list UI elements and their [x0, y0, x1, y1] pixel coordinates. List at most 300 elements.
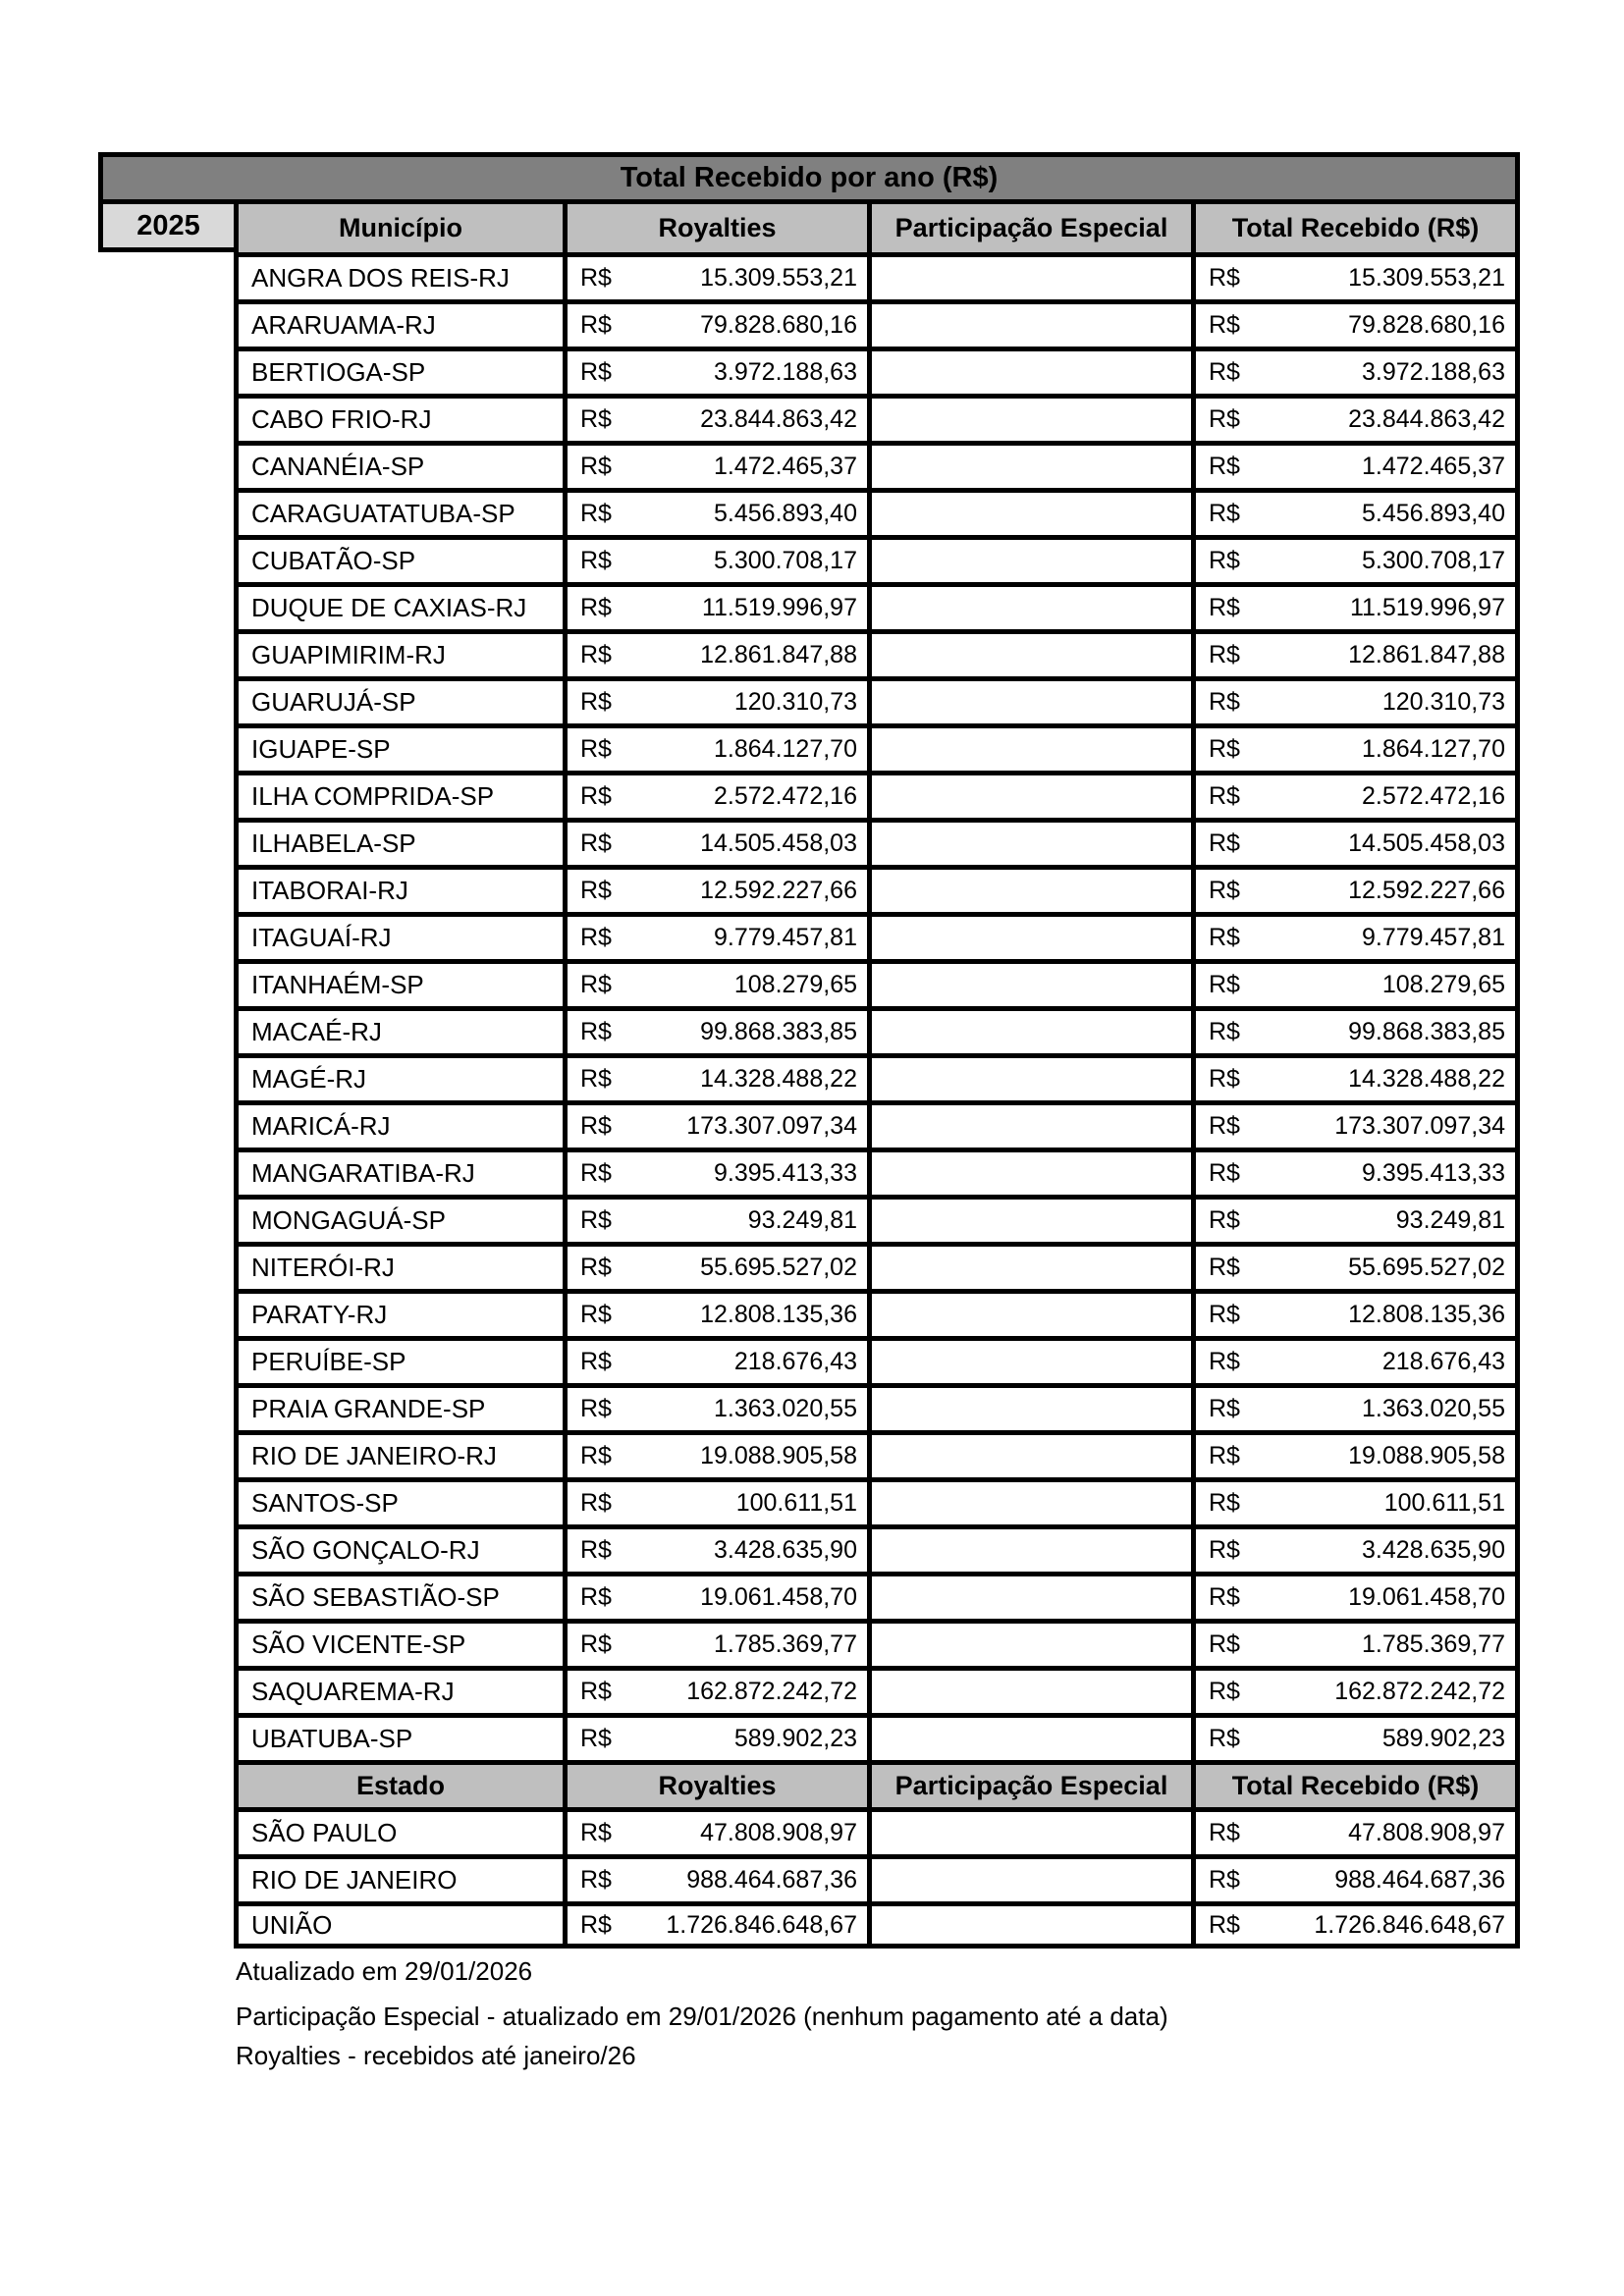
amount-value: 218.676,43: [1381, 1348, 1505, 1375]
year-column-spacer: [98, 1053, 234, 1100]
royalties-cell: [563, 347, 867, 394]
participacao-especial-cell: [867, 488, 1191, 535]
municipality-row-name: PRAIA GRANDE-SP: [234, 1383, 563, 1430]
amount-value: 5.300.708,17: [1362, 547, 1505, 574]
municipality-row-name: CANANÉIA-SP: [234, 441, 563, 488]
currency-symbol: R$: [580, 1065, 612, 1093]
royalties-cell: [563, 441, 867, 488]
amount-value: 14.328.488,22: [700, 1065, 857, 1093]
participacao-especial-cell: [867, 1289, 1191, 1336]
total-recebido-cell: [1191, 1430, 1520, 1477]
currency-symbol: R$: [1209, 1301, 1240, 1328]
amount-value: 3.428.635,90: [714, 1536, 857, 1564]
currency-symbol: R$: [1209, 735, 1240, 763]
municipality-row-name: MAGÉ-RJ: [234, 1053, 563, 1100]
currency-symbol: R$: [1209, 1112, 1240, 1140]
amount-value: 173.307.097,34: [1334, 1112, 1505, 1140]
amount-value: 12.861.847,88: [1348, 641, 1505, 668]
royalties-cell: [563, 582, 867, 629]
year-column-spacer: [98, 488, 234, 535]
currency-symbol: R$: [580, 1112, 612, 1140]
amount-value: 1.363.020,55: [1362, 1395, 1505, 1422]
currency-symbol: R$: [1209, 1395, 1240, 1422]
year-column-spacer: [98, 535, 234, 582]
participacao-especial-cell: [867, 1148, 1191, 1195]
participacao-especial-cell: [867, 1383, 1191, 1430]
amount-value: 5.456.893,40: [714, 500, 857, 527]
currency-symbol: R$: [1209, 1583, 1240, 1611]
currency-symbol: R$: [580, 1301, 612, 1328]
currency-symbol: R$: [580, 1442, 612, 1469]
amount-value: 19.088.905,58: [700, 1442, 857, 1469]
currency-symbol: R$: [1209, 311, 1240, 339]
year-column-spacer: [98, 1524, 234, 1572]
royalties-cell: [563, 1666, 867, 1713]
currency-symbol: R$: [1209, 1018, 1240, 1045]
currency-symbol: R$: [580, 1725, 612, 1752]
year-cell: 2025: [98, 199, 234, 252]
municipality-row-name: PARATY-RJ: [234, 1289, 563, 1336]
royalties-cell: [563, 912, 867, 959]
amount-value: 120.310,73: [733, 688, 857, 716]
amount-value: 3.972.188,63: [714, 358, 857, 386]
municipality-row-name: CARAGUATATUBA-SP: [234, 488, 563, 535]
currency-symbol: R$: [580, 1678, 612, 1705]
royalties-cell: [563, 1807, 867, 1854]
participacao-especial-cell: [867, 441, 1191, 488]
amount-value: 1.726.846.648,67: [1314, 1910, 1505, 1939]
municipality-row-name: CUBATÃO-SP: [234, 535, 563, 582]
participacao-especial-cell: [867, 1854, 1191, 1901]
amount-value: 19.061.458,70: [700, 1583, 857, 1611]
amount-value: 120.310,73: [1381, 688, 1505, 716]
amount-value: 988.464.687,36: [686, 1866, 857, 1894]
amount-value: 9.779.457,81: [714, 924, 857, 951]
currency-symbol: R$: [1209, 1819, 1240, 1846]
amount-value: 589.902,23: [1381, 1725, 1505, 1752]
currency-symbol: R$: [1209, 971, 1240, 998]
currency-symbol: R$: [580, 1536, 612, 1564]
municipality-row-name: GUAPIMIRIM-RJ: [234, 629, 563, 676]
year-column-spacer: [98, 912, 234, 959]
footnote-royalties: Royalties - recebidos até janeiro/26: [236, 2041, 636, 2070]
year-column-spacer: [98, 1430, 234, 1477]
currency-symbol: R$: [580, 688, 612, 716]
royalties-cell: [563, 865, 867, 912]
total-recebido-cell: [1191, 441, 1520, 488]
table-title: Total Recebido por ano (R$): [98, 152, 1520, 199]
total-recebido-cell: [1191, 1666, 1520, 1713]
year-column-spacer: [98, 1383, 234, 1430]
amount-value: 100.611,51: [1383, 1489, 1505, 1517]
currency-symbol: R$: [580, 1489, 612, 1517]
currency-symbol: R$: [580, 594, 612, 621]
amount-value: 173.307.097,34: [686, 1112, 857, 1140]
amount-value: 99.868.383,85: [1348, 1018, 1505, 1045]
currency-symbol: R$: [1209, 405, 1240, 433]
municipality-row-name: CABO FRIO-RJ: [234, 394, 563, 441]
royalties-cell: [563, 1053, 867, 1100]
municipality-row-name: ITAGUAÍ-RJ: [234, 912, 563, 959]
year-column-spacer: [98, 629, 234, 676]
amount-value: 3.428.635,90: [1362, 1536, 1505, 1564]
currency-symbol: R$: [580, 782, 612, 810]
currency-symbol: R$: [580, 1348, 612, 1375]
amount-value: 162.872.242,72: [1334, 1678, 1505, 1705]
amount-value: 79.828.680,16: [1348, 311, 1505, 339]
currency-symbol: R$: [1209, 688, 1240, 716]
municipality-row-name: MACAÉ-RJ: [234, 1006, 563, 1053]
total-recebido-cell: [1191, 1100, 1520, 1148]
year-column-spacer: [98, 1100, 234, 1148]
total-recebido-cell: [1191, 723, 1520, 771]
total-recebido-cell: [1191, 1524, 1520, 1572]
participacao-especial-cell: [867, 723, 1191, 771]
col-header-royalties: Royalties: [563, 199, 867, 252]
currency-symbol: R$: [1209, 594, 1240, 621]
estado-header-label: Estado: [234, 1760, 563, 1807]
amount-value: 1.785.369,77: [1362, 1630, 1505, 1658]
amount-value: 47.808.908,97: [1348, 1819, 1505, 1846]
year-column-spacer: [98, 1006, 234, 1053]
currency-symbol: R$: [580, 264, 612, 292]
royalties-cell: [563, 394, 867, 441]
royalties-cell: [563, 488, 867, 535]
amount-value: 9.779.457,81: [1362, 924, 1505, 951]
currency-symbol: R$: [580, 1630, 612, 1658]
total-recebido-cell: [1191, 1289, 1520, 1336]
amount-value: 9.395.413,33: [714, 1159, 857, 1187]
total-recebido-cell: [1191, 347, 1520, 394]
currency-symbol: R$: [1209, 453, 1240, 480]
currency-symbol: R$: [580, 641, 612, 668]
currency-symbol: R$: [580, 735, 612, 763]
amount-value: 15.309.553,21: [700, 264, 857, 292]
total-recebido-cell: [1191, 1148, 1520, 1195]
royalties-cell: [563, 1242, 867, 1289]
currency-symbol: R$: [1209, 1630, 1240, 1658]
year-column-spacer: [98, 1242, 234, 1289]
currency-symbol: R$: [580, 405, 612, 433]
year-column-spacer: [98, 818, 234, 865]
municipality-row-name: MONGAGUÁ-SP: [234, 1195, 563, 1242]
amount-value: 988.464.687,36: [1334, 1866, 1505, 1894]
year-column-spacer: [98, 299, 234, 347]
currency-symbol: R$: [580, 500, 612, 527]
total-recebido-cell: [1191, 959, 1520, 1006]
royalties-cell: [563, 1195, 867, 1242]
currency-symbol: R$: [1209, 829, 1240, 857]
amount-value: 108.279,65: [733, 971, 857, 998]
year-column-spacer: [98, 959, 234, 1006]
year-column-spacer: [98, 1619, 234, 1666]
year-column-spacer: [98, 1289, 234, 1336]
currency-symbol: R$: [580, 311, 612, 339]
royalties-cell: [563, 1854, 867, 1901]
municipality-row-name: UBATUBA-SP: [234, 1713, 563, 1760]
currency-symbol: R$: [580, 358, 612, 386]
participacao-especial-cell: [867, 1807, 1191, 1854]
municipality-row-name: MANGARATIBA-RJ: [234, 1148, 563, 1195]
year-column-spacer: [98, 582, 234, 629]
year-column-spacer: [98, 441, 234, 488]
amount-value: 3.972.188,63: [1362, 358, 1505, 386]
participacao-especial-cell: [867, 1524, 1191, 1572]
total-recebido-cell: [1191, 1195, 1520, 1242]
year-column-spacer: [98, 1666, 234, 1713]
currency-symbol: R$: [1209, 1254, 1240, 1281]
municipality-row-name: SANTOS-SP: [234, 1477, 563, 1524]
total-recebido-cell: [1191, 1336, 1520, 1383]
amount-value: 1.472.465,37: [714, 453, 857, 480]
currency-symbol: R$: [580, 877, 612, 904]
participacao-especial-cell: [867, 629, 1191, 676]
participacao-especial-cell: [867, 1666, 1191, 1713]
amount-value: 12.808.135,36: [1348, 1301, 1505, 1328]
currency-symbol: R$: [1209, 1206, 1240, 1234]
amount-value: 79.828.680,16: [700, 311, 857, 339]
royalties-cell: [563, 1336, 867, 1383]
participacao-especial-cell: [867, 959, 1191, 1006]
amount-value: 14.328.488,22: [1348, 1065, 1505, 1093]
total-recebido-cell: [1191, 1383, 1520, 1430]
royalties-table: [98, 152, 1520, 1949]
currency-symbol: R$: [580, 1206, 612, 1234]
currency-symbol: R$: [1209, 1489, 1240, 1517]
currency-symbol: R$: [1209, 1910, 1240, 1939]
amount-value: 1.472.465,37: [1362, 453, 1505, 480]
estado-header-total: Total Recebido (R$): [1191, 1760, 1520, 1807]
currency-symbol: R$: [580, 453, 612, 480]
royalties-cell: [563, 723, 867, 771]
total-recebido-cell: [1191, 1053, 1520, 1100]
royalties-cell: [563, 676, 867, 723]
year-column-spacer: [98, 1807, 234, 1854]
estado-header-participacao: Participação Especial: [867, 1760, 1191, 1807]
royalties-cell: [563, 535, 867, 582]
total-recebido-cell: [1191, 1901, 1520, 1949]
amount-value: 55.695.527,02: [700, 1254, 857, 1281]
currency-symbol: R$: [1209, 782, 1240, 810]
estado-row-name: UNIÃO: [234, 1901, 563, 1949]
amount-value: 19.061.458,70: [1348, 1583, 1505, 1611]
municipality-row-name: RIO DE JANEIRO-RJ: [234, 1430, 563, 1477]
amount-value: 93.249,81: [1395, 1206, 1505, 1234]
currency-symbol: R$: [1209, 1159, 1240, 1187]
currency-symbol: R$: [580, 1866, 612, 1894]
total-recebido-cell: [1191, 582, 1520, 629]
currency-symbol: R$: [580, 1018, 612, 1045]
total-recebido-cell: [1191, 535, 1520, 582]
amount-value: 14.505.458,03: [1348, 829, 1505, 857]
participacao-especial-cell: [867, 1901, 1191, 1949]
year-column-spacer: [98, 865, 234, 912]
total-recebido-cell: [1191, 252, 1520, 299]
currency-symbol: R$: [580, 1159, 612, 1187]
currency-symbol: R$: [1209, 641, 1240, 668]
amount-value: 108.279,65: [1381, 971, 1505, 998]
participacao-especial-cell: [867, 1619, 1191, 1666]
royalties-cell: [563, 1100, 867, 1148]
amount-value: 11.519.996,97: [1349, 594, 1505, 621]
amount-value: 11.519.996,97: [701, 594, 857, 621]
footnotes: [236, 1955, 1168, 2071]
royalties-cell: [563, 818, 867, 865]
royalties-cell: [563, 1524, 867, 1572]
amount-value: 12.592.227,66: [1348, 877, 1505, 904]
amount-value: 99.868.383,85: [700, 1018, 857, 1045]
currency-symbol: R$: [1209, 1536, 1240, 1564]
royalties-cell: [563, 771, 867, 818]
amount-value: 5.300.708,17: [714, 547, 857, 574]
currency-symbol: R$: [1209, 1065, 1240, 1093]
year-column-spacer: [98, 771, 234, 818]
municipality-row-name: PERUÍBE-SP: [234, 1336, 563, 1383]
currency-symbol: R$: [580, 1819, 612, 1846]
col-header-total: Total Recebido (R$): [1191, 199, 1520, 252]
municipality-row-name: NITERÓI-RJ: [234, 1242, 563, 1289]
total-recebido-cell: [1191, 1713, 1520, 1760]
amount-value: 12.808.135,36: [700, 1301, 857, 1328]
municipality-row-name: ITANHAÉM-SP: [234, 959, 563, 1006]
total-recebido-cell: [1191, 676, 1520, 723]
municipality-row-name: ILHA COMPRIDA-SP: [234, 771, 563, 818]
estado-header-royalties: Royalties: [563, 1760, 867, 1807]
currency-symbol: R$: [580, 971, 612, 998]
municipality-row-name: SÃO VICENTE-SP: [234, 1619, 563, 1666]
royalties-cell: [563, 1006, 867, 1053]
year-column-spacer: [98, 1477, 234, 1524]
amount-value: 1.864.127,70: [714, 735, 857, 763]
amount-value: 23.844.863,42: [1348, 405, 1505, 433]
currency-symbol: R$: [580, 1910, 612, 1939]
amount-value: 5.456.893,40: [1362, 500, 1505, 527]
year-column-spacer: [98, 676, 234, 723]
participacao-especial-cell: [867, 771, 1191, 818]
amount-value: 218.676,43: [733, 1348, 857, 1375]
municipality-row-name: SÃO SEBASTIÃO-SP: [234, 1572, 563, 1619]
municipality-row-name: IGUAPE-SP: [234, 723, 563, 771]
amount-value: 1.726.846.648,67: [666, 1910, 857, 1939]
amount-value: 589.902,23: [733, 1725, 857, 1752]
amount-value: 1.864.127,70: [1362, 735, 1505, 763]
year-column-spacer: [98, 1854, 234, 1901]
participacao-especial-cell: [867, 299, 1191, 347]
royalties-cell: [563, 1383, 867, 1430]
amount-value: 1.785.369,77: [714, 1630, 857, 1658]
amount-value: 100.611,51: [735, 1489, 857, 1517]
total-recebido-cell: [1191, 912, 1520, 959]
footnote-updated: Atualizado em 29/01/2026: [236, 1956, 533, 1986]
total-recebido-cell: [1191, 1619, 1520, 1666]
currency-symbol: R$: [1209, 1442, 1240, 1469]
currency-symbol: R$: [580, 1583, 612, 1611]
currency-symbol: R$: [1209, 358, 1240, 386]
col-header-municipio: Município: [234, 199, 563, 252]
currency-symbol: R$: [1209, 1725, 1240, 1752]
year-column-spacer: [98, 1760, 234, 1807]
participacao-especial-cell: [867, 1242, 1191, 1289]
total-recebido-cell: [1191, 1807, 1520, 1854]
municipality-row-name: ARARUAMA-RJ: [234, 299, 563, 347]
year-column-spacer: [98, 1572, 234, 1619]
total-recebido-cell: [1191, 818, 1520, 865]
participacao-especial-cell: [867, 1477, 1191, 1524]
participacao-especial-cell: [867, 912, 1191, 959]
currency-symbol: R$: [1209, 1678, 1240, 1705]
participacao-especial-cell: [867, 1430, 1191, 1477]
year-column-spacer: [98, 347, 234, 394]
participacao-especial-cell: [867, 1572, 1191, 1619]
amount-value: 93.249,81: [747, 1206, 857, 1234]
currency-symbol: R$: [1209, 877, 1240, 904]
participacao-especial-cell: [867, 535, 1191, 582]
year-column-spacer: [98, 1901, 234, 1949]
participacao-especial-cell: [867, 1195, 1191, 1242]
municipality-row-name: BERTIOGA-SP: [234, 347, 563, 394]
amount-value: 47.808.908,97: [700, 1819, 857, 1846]
amount-value: 55.695.527,02: [1348, 1254, 1505, 1281]
year-column-spacer: [98, 723, 234, 771]
total-recebido-cell: [1191, 394, 1520, 441]
year-column-spacer: [98, 1148, 234, 1195]
amount-value: 2.572.472,16: [714, 782, 857, 810]
royalties-cell: [563, 252, 867, 299]
municipality-row-name: ILHABELA-SP: [234, 818, 563, 865]
total-recebido-cell: [1191, 1006, 1520, 1053]
currency-symbol: R$: [580, 547, 612, 574]
currency-symbol: R$: [1209, 500, 1240, 527]
amount-value: 15.309.553,21: [1348, 264, 1505, 292]
year-column-spacer: [98, 1713, 234, 1760]
participacao-especial-cell: [867, 1336, 1191, 1383]
total-recebido-cell: [1191, 1572, 1520, 1619]
municipality-row-name: DUQUE DE CAXIAS-RJ: [234, 582, 563, 629]
total-recebido-cell: [1191, 629, 1520, 676]
royalties-cell: [563, 629, 867, 676]
year-column-spacer: [98, 1195, 234, 1242]
amount-value: 2.572.472,16: [1362, 782, 1505, 810]
currency-symbol: R$: [580, 829, 612, 857]
currency-symbol: R$: [580, 924, 612, 951]
royalties-cell: [563, 1713, 867, 1760]
municipality-row-name: MARICÁ-RJ: [234, 1100, 563, 1148]
year-column-spacer: [98, 252, 234, 299]
royalties-cell: [563, 1619, 867, 1666]
participacao-especial-cell: [867, 347, 1191, 394]
participacao-especial-cell: [867, 252, 1191, 299]
royalties-cell: [563, 1148, 867, 1195]
royalties-cell: [563, 959, 867, 1006]
municipality-row-name: SÃO GONÇALO-RJ: [234, 1524, 563, 1572]
royalties-cell: [563, 1477, 867, 1524]
amount-value: 19.088.905,58: [1348, 1442, 1505, 1469]
amount-value: 1.363.020,55: [714, 1395, 857, 1422]
amount-value: 12.592.227,66: [700, 877, 857, 904]
municipality-row-name: SAQUAREMA-RJ: [234, 1666, 563, 1713]
participacao-especial-cell: [867, 1053, 1191, 1100]
col-header-participacao: Participação Especial: [867, 199, 1191, 252]
amount-value: 162.872.242,72: [686, 1678, 857, 1705]
royalties-cell: [563, 1901, 867, 1949]
participacao-especial-cell: [867, 1006, 1191, 1053]
estado-row-name: RIO DE JANEIRO: [234, 1854, 563, 1901]
participacao-especial-cell: [867, 818, 1191, 865]
total-recebido-cell: [1191, 865, 1520, 912]
total-recebido-cell: [1191, 1242, 1520, 1289]
amount-value: 14.505.458,03: [700, 829, 857, 857]
currency-symbol: R$: [1209, 264, 1240, 292]
